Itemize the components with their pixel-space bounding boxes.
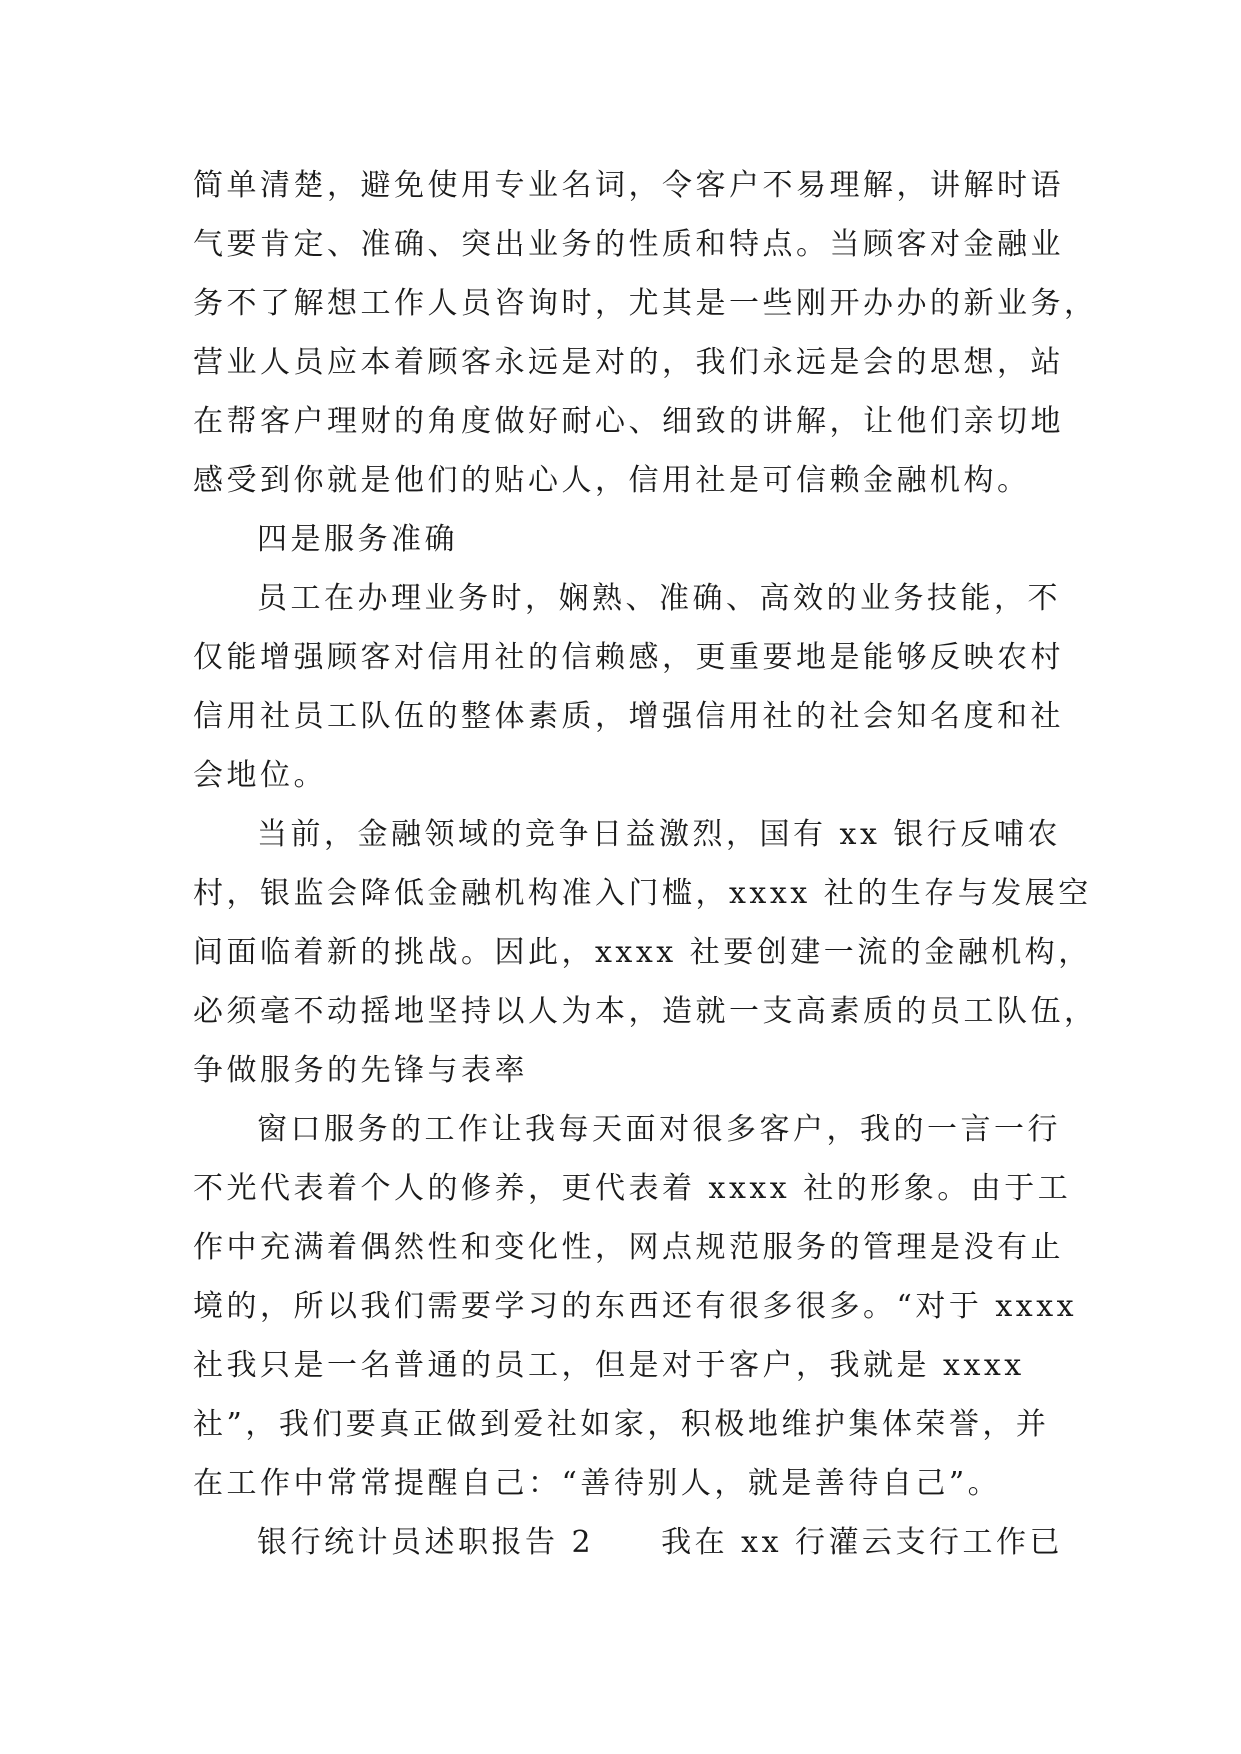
text-line: 作中充满着偶然性和变化性，网点规范服务的管理是没有止 — [193, 1230, 1064, 1265]
text-line: 仅能增强顾客对信用社的信赖感，更重要地是能够反映农村 — [193, 640, 1064, 675]
document-body — [193, 156, 1098, 1572]
text-line: 不光代表着个人的修养，更代表着 xxxx 社的形象。由于工 — [193, 1171, 1072, 1206]
text-line: 境的，所以我们需要学习的东西还有很多很多。“对于 xxxx — [193, 1289, 1078, 1324]
text-line: 当前，金融领域的竞争日益激烈，国有 xx 银行反哺农 — [257, 817, 1061, 852]
text-line: 银行统计员述职报告 2 我在 xx 行灌云支行工作已 — [257, 1525, 1064, 1560]
text-line: 村，银监会降低金融机构准入门槛，xxxx 社的生存与发展空 — [193, 876, 1092, 911]
text-line: 必须毫不动摇地坚持以人为本，造就一支高素质的员工队伍， — [193, 994, 1098, 1029]
text-line: 在工作中常常提醒自己：“善待别人，就是善待自己”。 — [193, 1466, 1002, 1501]
text-line: 营业人员应本着顾客永远是对的，我们永远是会的思想，站 — [193, 345, 1064, 380]
text-line: 社”，我们要真正做到爱社如家，积极地维护集体荣誉，并 — [193, 1407, 1050, 1442]
text-line: 争做服务的先锋与表率 — [193, 1053, 528, 1088]
text-line: 在帮客户理财的角度做好耐心、细致的讲解，让他们亲切地 — [193, 404, 1064, 439]
text-line: 间面临着新的挑战。因此，xxxx 社要创建一流的金融机构， — [193, 935, 1092, 970]
text-line: 四是服务准确 — [257, 522, 458, 557]
text-line: 会地位。 — [193, 758, 327, 793]
text-line: 社我只是一名普通的员工，但是对于客户，我就是 xxxx — [193, 1348, 1025, 1383]
text-line: 务不了解想工作人员咨询时，尤其是一些刚开办办的新业务， — [193, 286, 1098, 321]
text-line: 信用社员工队伍的整体素质，增强信用社的社会知名度和社 — [193, 699, 1064, 734]
text-line: 员工在办理业务时，娴熟、准确、高效的业务技能，不 — [257, 581, 1061, 616]
text-line: 窗口服务的工作让我每天面对很多客户，我的一言一行 — [257, 1112, 1061, 1147]
text-line: 气要肯定、准确、突出业务的性质和特点。当顾客对金融业 — [193, 227, 1064, 262]
text-line: 简单清楚，避免使用专业名词，令客户不易理解，讲解时语 — [193, 168, 1064, 203]
text-line: 感受到你就是他们的贴心人，信用社是可信赖金融机构。 — [193, 463, 1031, 498]
